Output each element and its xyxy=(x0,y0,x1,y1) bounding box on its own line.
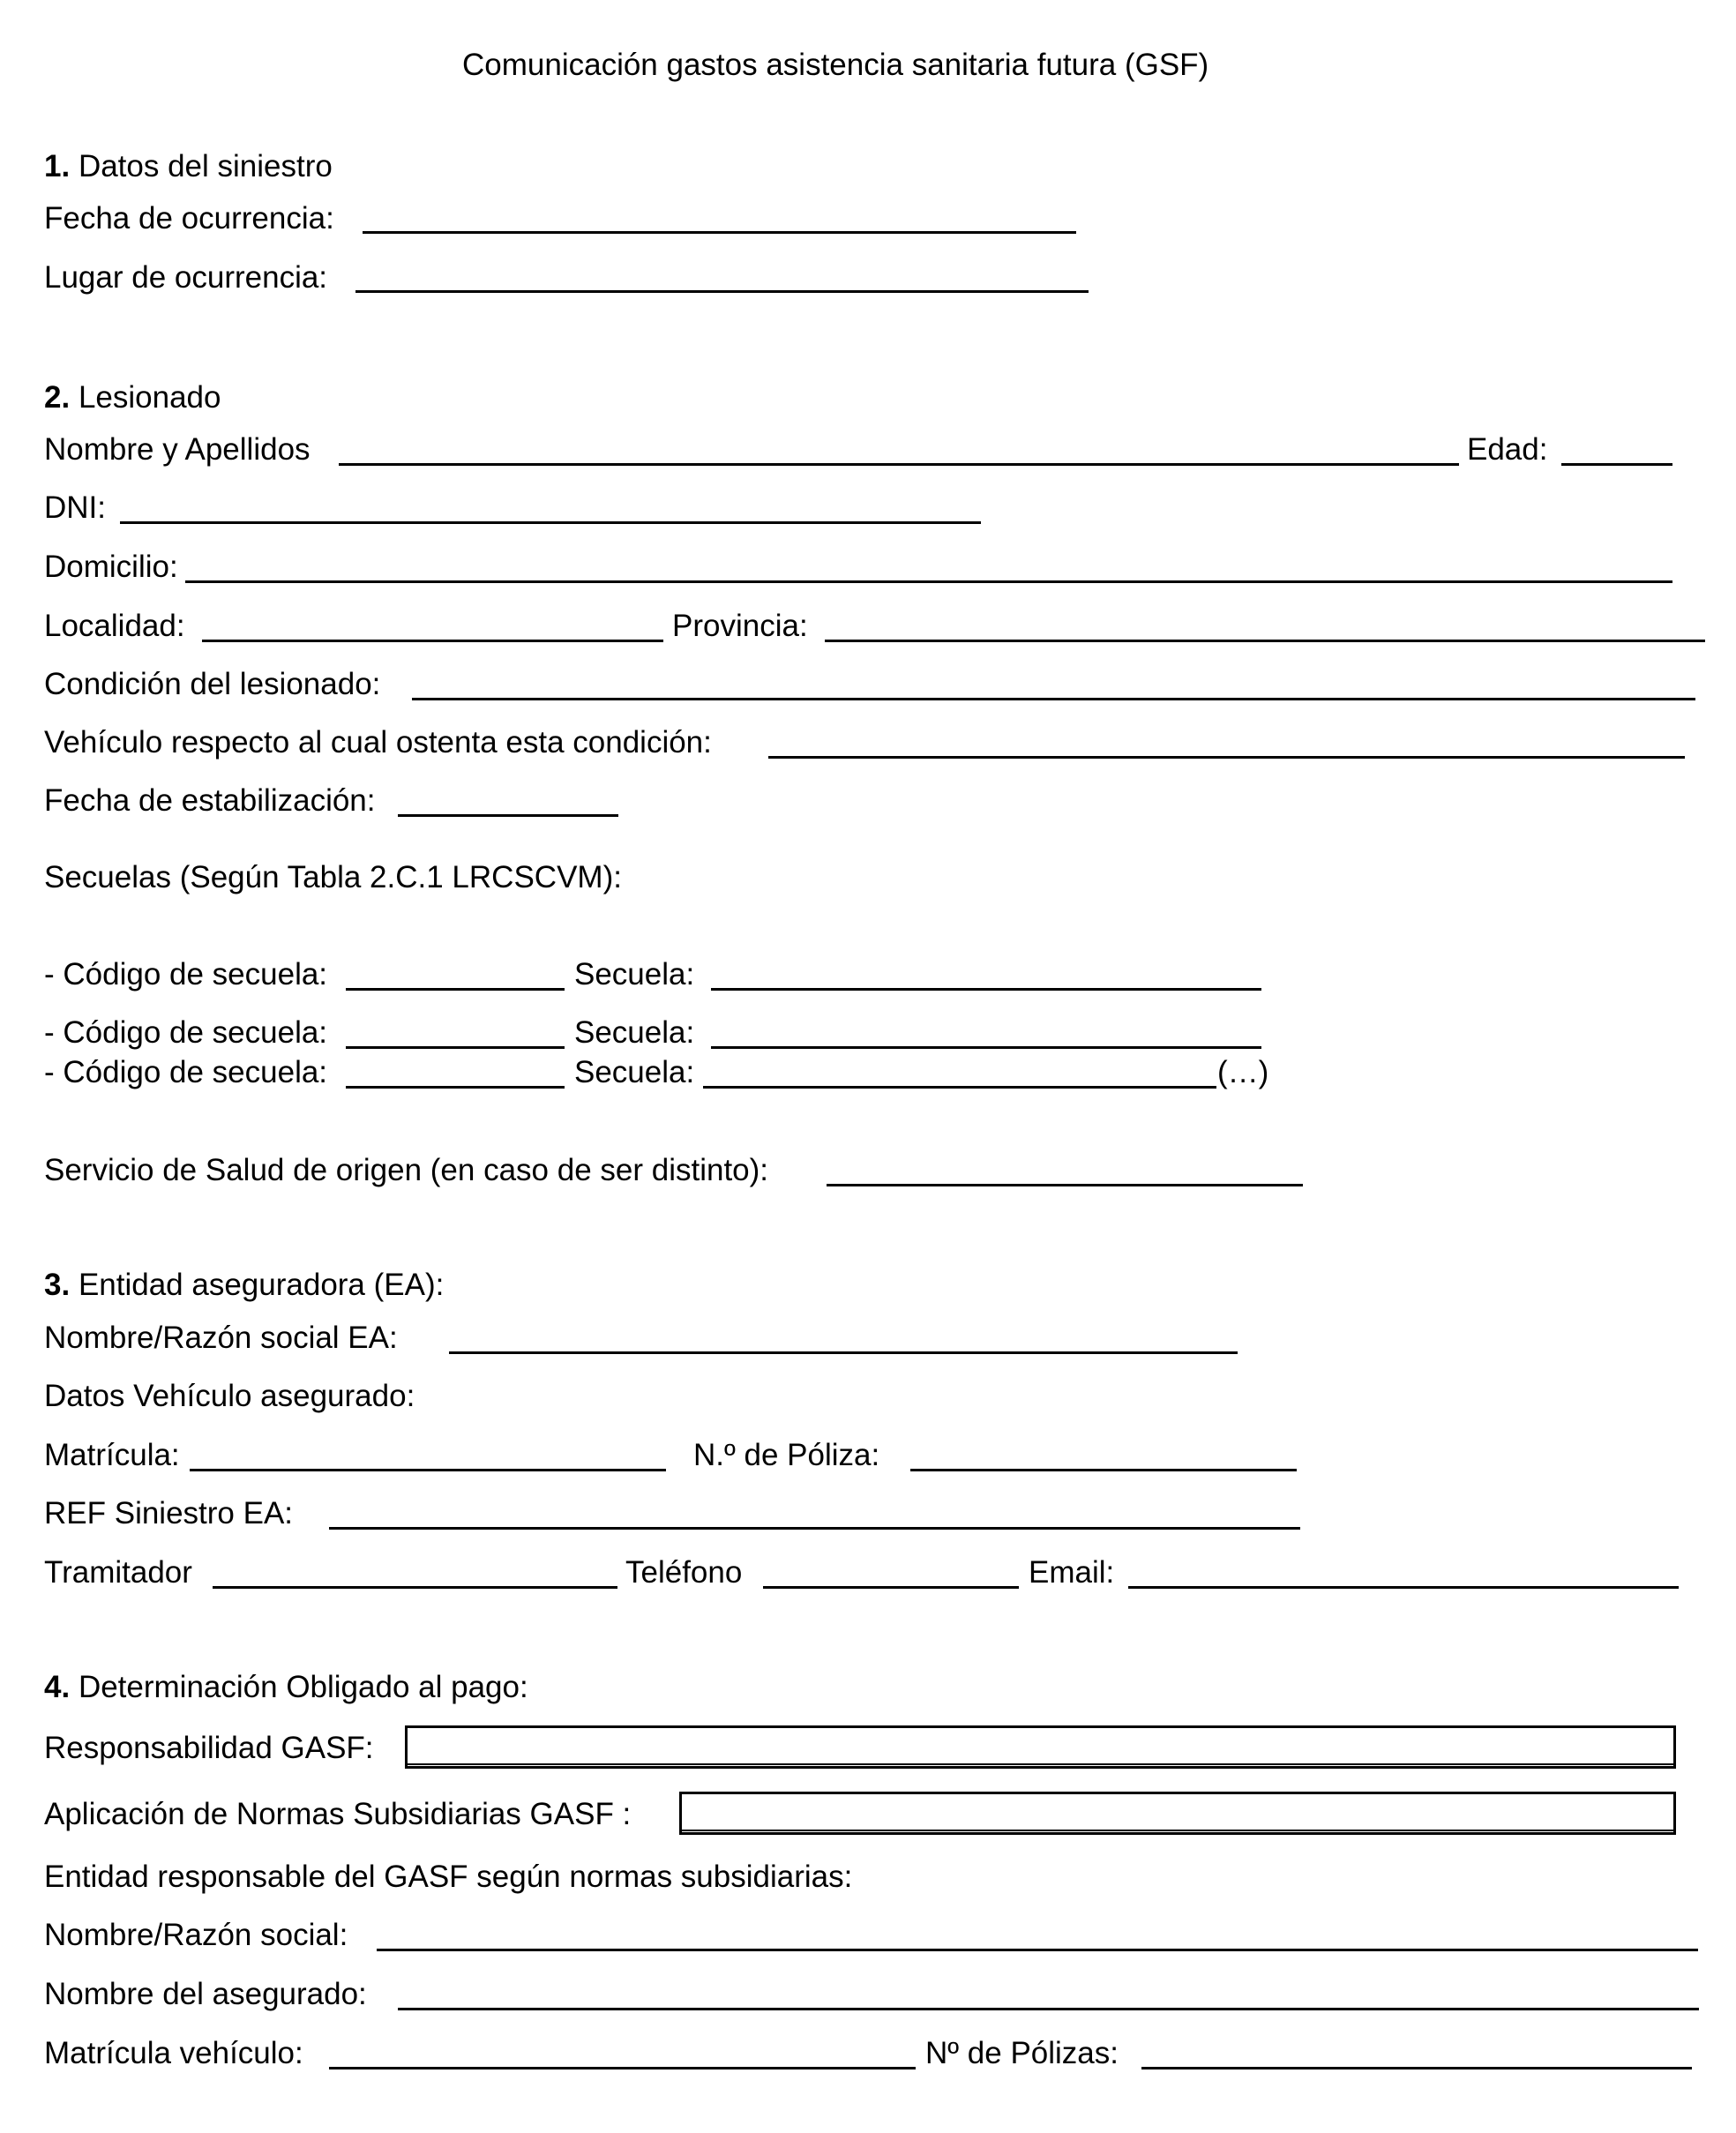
ellipsis-text: (…) xyxy=(1217,1055,1269,1089)
tramitador-label: Tramitador xyxy=(44,1555,192,1590)
responsabilidad-gasf-label: Responsabilidad GASF: xyxy=(44,1731,374,1765)
section-number: 3. xyxy=(44,1268,71,1302)
email-label: Email: xyxy=(1029,1555,1115,1590)
section-title: Entidad aseguradora (EA): xyxy=(78,1268,445,1302)
edad-field[interactable] xyxy=(1561,463,1672,466)
secuela-field-3[interactable] xyxy=(703,1086,1216,1089)
nombre-razon-social-label: Nombre/Razón social: xyxy=(44,1918,348,1952)
condicion-label: Condición del lesionado: xyxy=(44,667,381,701)
domicilio-label: Domicilio: xyxy=(44,550,178,584)
servicio-salud-label: Servicio de Salud de origen (en caso de ser distinto): xyxy=(44,1153,769,1187)
nombre-asegurado-field[interactable] xyxy=(398,2008,1699,2010)
ref-siniestro-label: REF Siniestro EA: xyxy=(44,1496,294,1531)
section-number: 1. xyxy=(44,149,71,183)
dni-label: DNI: xyxy=(44,490,106,525)
vehiculo-condicion-field[interactable] xyxy=(768,756,1685,759)
provincia-label: Provincia: xyxy=(672,609,808,643)
ref-siniestro-field[interactable] xyxy=(329,1527,1300,1530)
section-3-heading xyxy=(44,1269,444,1300)
numero-polizas-field[interactable] xyxy=(1141,2067,1692,2069)
codigo-secuela-field-2[interactable] xyxy=(346,1046,565,1049)
codigo-secuela-field-3[interactable] xyxy=(346,1086,565,1089)
document-title: Comunicación gastos asistencia sanitaria futura (GSF) xyxy=(462,48,1209,82)
localidad-field[interactable] xyxy=(202,640,663,642)
codigo-secuela-label-3: - Código de secuela: xyxy=(44,1055,328,1089)
codigo-secuela-field-1[interactable] xyxy=(346,988,565,991)
lugar-ocurrencia-field[interactable] xyxy=(355,290,1089,293)
fecha-estabilizacion-label: Fecha de estabilización: xyxy=(44,783,376,818)
servicio-salud-field[interactable] xyxy=(827,1184,1303,1186)
section-2-heading xyxy=(44,382,221,413)
nombre-razon-social-field[interactable] xyxy=(377,1949,1698,1951)
aplicacion-normas-box[interactable] xyxy=(679,1792,1676,1835)
datos-vehiculo-label: Datos Vehículo asegurado: xyxy=(44,1379,415,1413)
localidad-label: Localidad: xyxy=(44,609,185,643)
section-number: 4. xyxy=(44,1670,71,1704)
section-1-heading xyxy=(44,151,333,182)
numero-poliza-field[interactable] xyxy=(910,1469,1297,1471)
secuela-label-1: Secuela: xyxy=(574,957,695,992)
telefono-field[interactable] xyxy=(763,1586,1019,1589)
section-4-heading xyxy=(44,1672,528,1703)
responsabilidad-gasf-box[interactable] xyxy=(405,1725,1676,1769)
vehiculo-condicion-label: Vehículo respecto al cual ostenta esta condición: xyxy=(44,725,712,760)
section-title: Determinación Obligado al pago: xyxy=(78,1670,528,1704)
codigo-secuela-label-1: - Código de secuela: xyxy=(44,957,328,992)
matricula-field[interactable] xyxy=(190,1469,666,1471)
secuelas-label: Secuelas (Según Tabla 2.C.1 LRCSCVM): xyxy=(44,860,622,894)
section-title: Lesionado xyxy=(78,380,221,415)
aplicacion-normas-label: Aplicación de Normas Subsidiarias GASF : xyxy=(44,1797,632,1831)
section-title: Datos del siniestro xyxy=(78,149,333,183)
codigo-secuela-label-2: - Código de secuela: xyxy=(44,1015,328,1050)
fecha-ocurrencia-field[interactable] xyxy=(363,231,1076,234)
fecha-estabilizacion-field[interactable] xyxy=(398,814,618,817)
numero-poliza-label: N.º de Póliza: xyxy=(693,1438,880,1472)
matricula-label: Matrícula: xyxy=(44,1438,180,1472)
section-number: 2. xyxy=(44,380,71,415)
telefono-label: Teléfono xyxy=(625,1555,743,1590)
fecha-ocurrencia-label: Fecha de ocurrencia: xyxy=(44,201,334,236)
email-field[interactable] xyxy=(1128,1586,1679,1589)
provincia-field[interactable] xyxy=(825,640,1705,642)
nombre-razon-ea-field[interactable] xyxy=(449,1351,1238,1354)
secuela-field-1[interactable] xyxy=(711,988,1261,991)
nombre-apellidos-field[interactable] xyxy=(339,463,1459,466)
secuela-label-3: Secuela: xyxy=(574,1055,695,1089)
tramitador-field[interactable] xyxy=(213,1586,617,1589)
nombre-apellidos-label: Nombre y Apellidos xyxy=(44,432,311,467)
entidad-responsable-label: Entidad responsable del GASF según normas subsidiarias: xyxy=(44,1860,853,1894)
matricula-vehiculo-field[interactable] xyxy=(329,2067,916,2069)
lugar-ocurrencia-label: Lugar de ocurrencia: xyxy=(44,260,328,295)
secuela-field-2[interactable] xyxy=(711,1046,1261,1049)
nombre-asegurado-label: Nombre del asegurado: xyxy=(44,1977,367,2011)
domicilio-field[interactable] xyxy=(185,580,1672,583)
condicion-field[interactable] xyxy=(412,698,1695,700)
matricula-vehiculo-label: Matrícula vehículo: xyxy=(44,2036,303,2070)
edad-label: Edad: xyxy=(1467,432,1548,467)
numero-polizas-label: Nº de Pólizas: xyxy=(925,2036,1119,2070)
dni-field[interactable] xyxy=(120,521,981,524)
nombre-razon-ea-label: Nombre/Razón social EA: xyxy=(44,1321,398,1355)
secuela-label-2: Secuela: xyxy=(574,1015,695,1050)
